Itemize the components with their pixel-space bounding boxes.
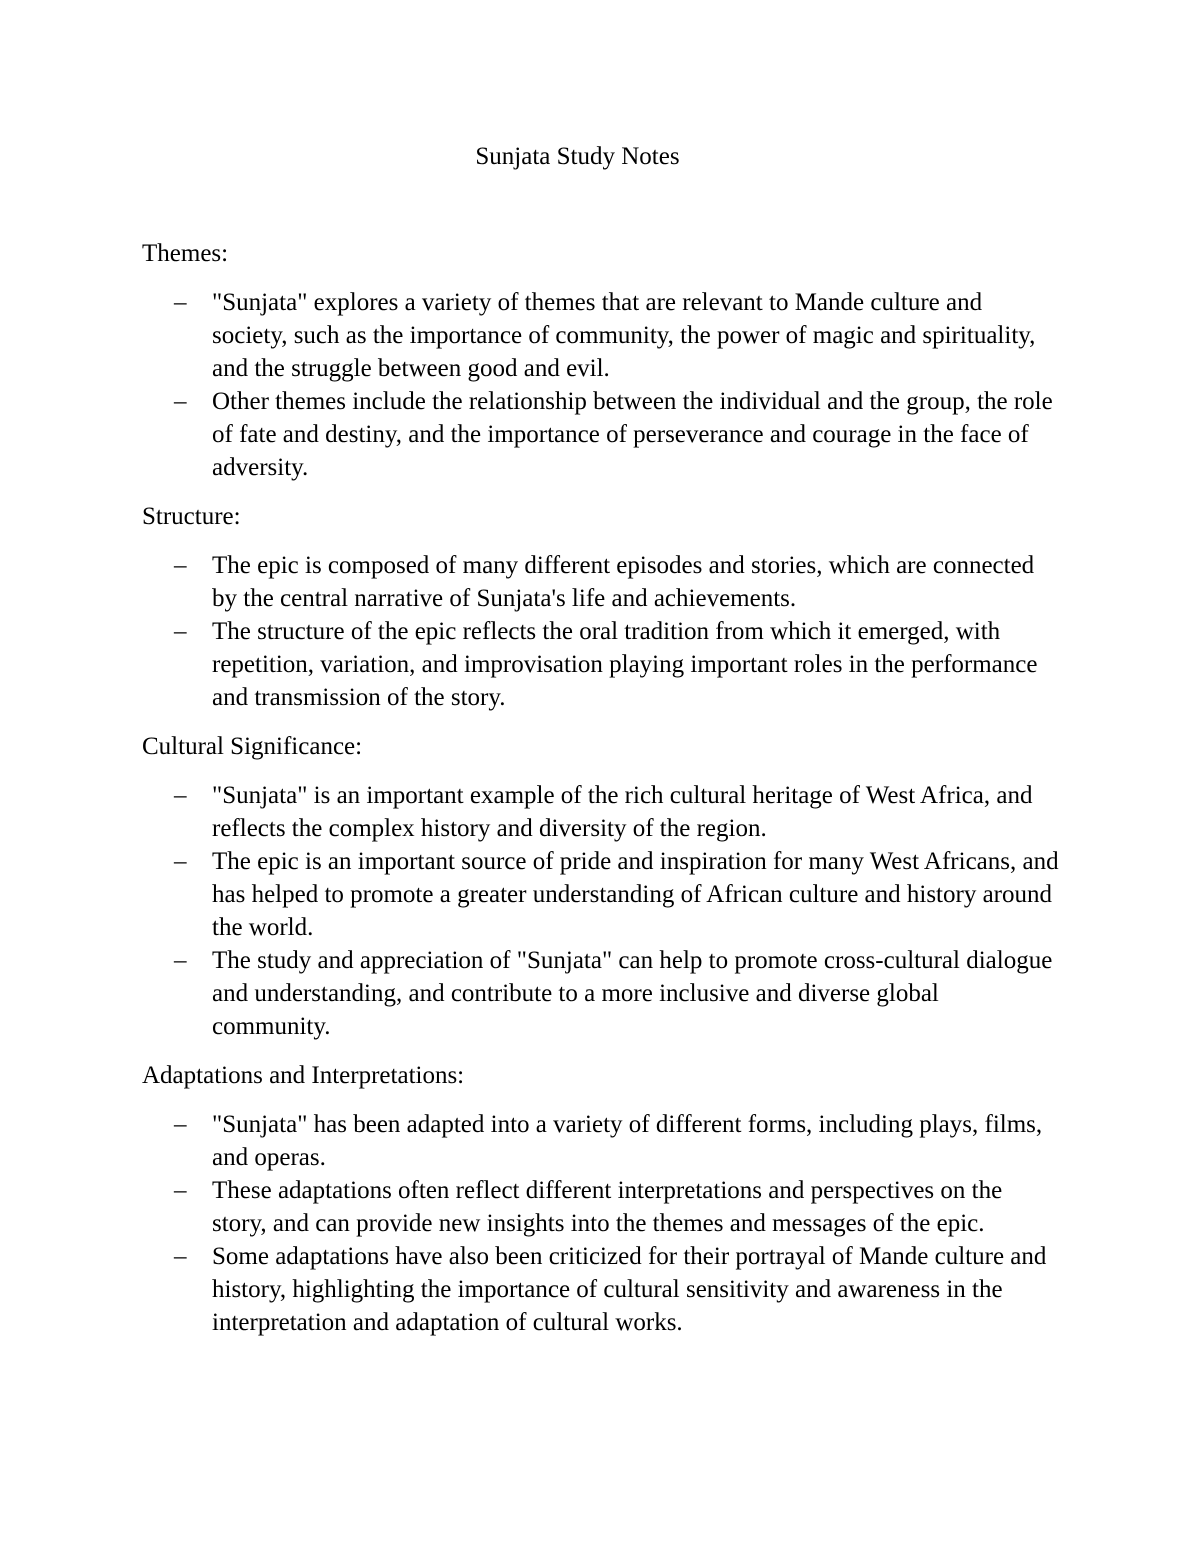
- list-item-text: "Sunjata" has been adapted into a variety of different forms, including plays, films, and operas.: [212, 1111, 1043, 1171]
- section-themes: [142, 237, 1060, 484]
- list-item-text: The epic is an important source of pride and inspiration for many West Africans, and has helped to promote a greater understanding of African culture and history around the world.: [212, 848, 1059, 941]
- bullet-dash: –: [174, 618, 187, 645]
- section-adaptations: [142, 1059, 1060, 1339]
- list-item: [142, 286, 1060, 385]
- list-item-text: Some adaptations have also been criticized for their portrayal of Mande culture and history, highlighting the importance of cultural sensitivity and awareness in the interpretation and adaptation of cultural works.: [212, 1243, 1047, 1336]
- list-item: [142, 1174, 1060, 1240]
- section-structure: [142, 500, 1060, 714]
- bullet-dash: –: [174, 1111, 187, 1138]
- list-item: [142, 615, 1060, 714]
- bullet-dash: –: [174, 388, 187, 415]
- section-heading: Cultural Significance:: [142, 733, 363, 760]
- list-item-text: These adaptations often reflect different interpretations and perspectives on the story, and can provide new insights into the themes and messages of the epic.: [212, 1177, 1003, 1237]
- list-item: [142, 944, 1060, 1043]
- bullet-dash: –: [174, 1177, 187, 1204]
- list-item-text: The study and appreciation of "Sunjata" can help to promote cross-cultural dialogue and understanding, and contribute to a more inclusive and diverse global community.: [212, 947, 1053, 1040]
- bullet-dash: –: [174, 552, 187, 579]
- bullet-list: [142, 1108, 1060, 1339]
- list-item: [142, 779, 1060, 845]
- list-item: [142, 845, 1060, 944]
- list-item-text: "Sunjata" explores a variety of themes that are relevant to Mande culture and society, such as the importance of community, the power of magic and spirituality, and the struggle between good and evil.: [212, 289, 1036, 382]
- list-item: [142, 549, 1060, 615]
- section-cultural-significance: [142, 730, 1060, 1043]
- section-heading: Adaptations and Interpretations:: [142, 1062, 465, 1089]
- list-item: [142, 1108, 1060, 1174]
- bullet-list: [142, 549, 1060, 714]
- section-heading: Themes:: [142, 240, 229, 267]
- document-title: Sunjata Study Notes: [475, 143, 680, 170]
- list-item-text: "Sunjata" is an important example of the rich cultural heritage of West Africa, and reflects the complex history and diversity of the region.: [212, 782, 1033, 842]
- list-item: [142, 385, 1060, 484]
- bullet-list: [142, 779, 1060, 1043]
- section-heading: Structure:: [142, 503, 241, 530]
- bullet-dash: –: [174, 848, 187, 875]
- list-item-text: The structure of the epic reflects the oral tradition from which it emerged, with repetition, variation, and improvisation playing important roles in the performance and transmission of the story.: [212, 618, 1038, 711]
- list-item-text: Other themes include the relationship between the individual and the group, the role of fate and destiny, and the importance of perseverance and courage in the face of adversity.: [212, 388, 1053, 481]
- list-item: [142, 1240, 1060, 1339]
- bullet-dash: –: [174, 782, 187, 809]
- bullet-dash: –: [174, 947, 187, 974]
- bullet-list: [142, 286, 1060, 484]
- bullet-dash: –: [174, 1243, 187, 1270]
- list-item-text: The epic is composed of many different episodes and stories, which are connected by the central narrative of Sunjata's life and achievements.: [212, 552, 1035, 612]
- bullet-dash: –: [174, 289, 187, 316]
